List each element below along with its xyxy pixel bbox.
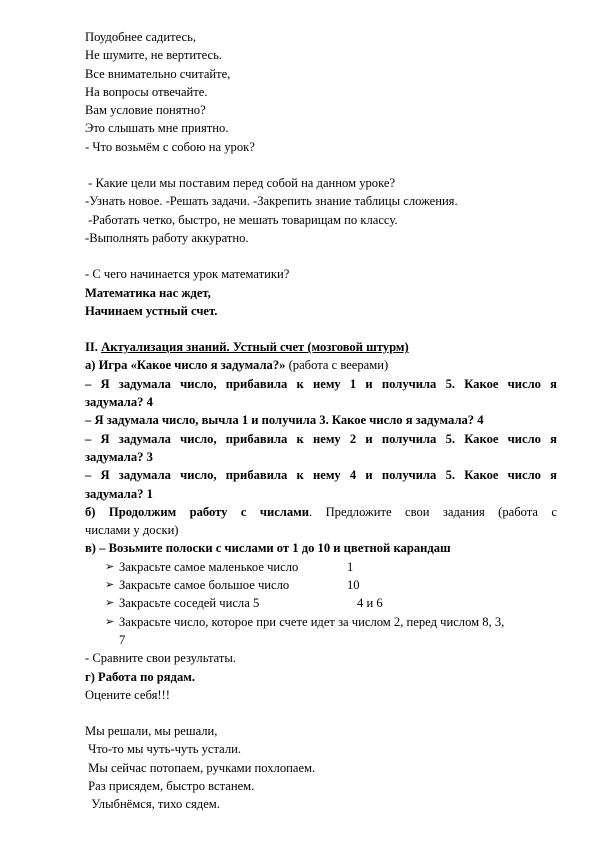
poem-line: Все внимательно считайте, — [85, 66, 231, 81]
bullet-item — [85, 576, 557, 594]
goals-line: -Выполнять работу аккуратно. — [85, 230, 249, 245]
item-a — [85, 356, 557, 374]
bullet-text: Закрасьте самое маленькое число — [119, 559, 299, 574]
start-question: - С чего начинается урок математики? — [85, 267, 290, 282]
item-a-label: а) Игра «Какое число я задумала?» — [85, 358, 286, 373]
bullet-item — [85, 558, 557, 576]
item-b-label: б) Продолжим работу с числами — [85, 504, 310, 519]
item-b-rest: . Предложите свои задания (работа с — [309, 504, 558, 519]
bullet-arrow-icon: ➢ — [105, 615, 115, 628]
question-line: - Что возьмём с собою на урок? — [85, 139, 255, 154]
section-title: Актуализация знаний. Устный счет (мозговой штурм) — [101, 340, 409, 355]
task-answer: задумала? 4 — [85, 395, 153, 410]
item-v: в) – Возьмите полоски с числами от 1 до 10 и цветной карандаш — [85, 541, 451, 556]
bullet-text: Закрасьте соседей числа 5 — [119, 596, 260, 611]
bullet-value: 1 — [347, 559, 354, 574]
bullet-arrow-icon: ➢ — [105, 579, 115, 592]
poem-line: На вопросы отвечайте. — [85, 84, 208, 99]
bullet-text: Закрасьте самое большое число — [119, 578, 290, 593]
item-b-line2: числами у доски) — [85, 523, 179, 538]
task-answer: задумала? 1 — [85, 486, 153, 501]
bullet-text: Закрасьте число, которое при счете идет за числом 2, перед числом 8, 3, — [119, 614, 505, 629]
bullet-arrow-icon: ➢ — [105, 560, 115, 573]
poem-line: Мы решали, мы решали, — [85, 724, 218, 739]
start-answer-line: Начинаем устный счет. — [85, 303, 218, 318]
evaluate-line: Оцените себя!!! — [85, 687, 170, 702]
poem-line: Мы сейчас потопаем, ручками похлопаем. — [85, 760, 316, 775]
task-line: – Я задумала число, вычла 1 и получила 3. Какое число я задумала? 4 — [85, 413, 484, 428]
bullet-value: 10 — [347, 578, 360, 593]
compare-line: - Сравните свои результаты. — [85, 651, 237, 666]
section-number: II. — [85, 340, 102, 355]
bullet-arrow-icon: ➢ — [105, 597, 115, 610]
poem-line: Поудобнее садитесь, — [85, 30, 196, 44]
task-line: – Я задумала число, прибавила к нему 2 и получила 5. Какое число я — [85, 431, 557, 446]
poem-line: Что-то мы чуть-чуть устали. — [85, 742, 242, 757]
task-answer: задумала? 3 — [85, 449, 153, 464]
bullet-text: 7 — [119, 632, 126, 647]
bullet-item — [85, 594, 557, 612]
poem-line: Это слышать мне приятно. — [85, 121, 229, 136]
poem-line: Вам условие понятно? — [85, 103, 206, 118]
document-content — [85, 28, 557, 814]
task-line: – Я задумала число, прибавила к нему 1 и получила 5. Какое число я — [85, 376, 557, 391]
poem-line: Не шумите, не вертитесь. — [85, 48, 222, 63]
item-a-note: (работа с веерами) — [285, 358, 389, 373]
section-heading — [85, 338, 557, 356]
goals-line: -Узнать новое. -Решать задачи. -Закрепить знание таблицы сложения. — [85, 194, 458, 209]
task-line: – Я задумала число, прибавила к нему 4 и получила 5. Какое число я — [85, 468, 557, 483]
bullet-item — [85, 613, 557, 631]
goals-question: - Какие цели мы поставим перед собой на данном уроке? — [85, 176, 396, 191]
bullet-continuation — [85, 631, 557, 649]
goals-line: -Работать четко, быстро, не мешать товарищам по классу. — [85, 212, 398, 227]
item-b — [85, 503, 557, 521]
start-answer-line: Математика нас ждет, — [85, 285, 211, 300]
bullet-value: 4 и 6 — [357, 596, 383, 611]
poem-line: Раз присядем, быстро встанем. — [85, 778, 255, 793]
item-g: г) Работа по рядам. — [85, 669, 196, 684]
poem-line: Улыбнёмся, тихо сядем. — [85, 797, 220, 812]
